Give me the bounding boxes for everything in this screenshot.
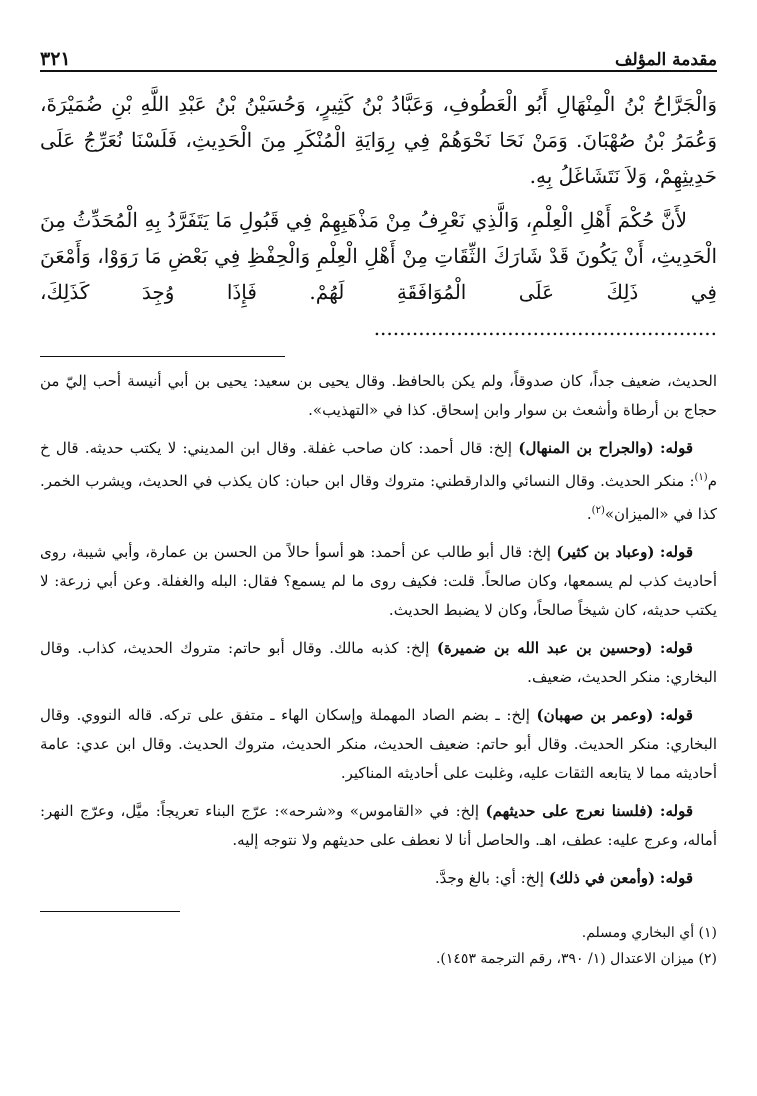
main-text [40,86,717,346]
commentary-quote: (وحسين بن عبد الله بن ضميرة) [436,639,653,657]
footnote: (٢) ميزان الاعتدال (١/ ٣٩٠، رقم الترجمة ١٤٥٣). [435,951,717,967]
book-page [40,40,717,1070]
commentary-label: قوله: [659,706,693,724]
ellipsis-dots: ...................................................... [373,316,717,340]
main-paragraph-text: لأَنَّ حُكْمَ أَهْلِ الْعِلْمِ، وَالَّذِي نَعْرِفُ مِنْ مَذْهَبِهِمْ فِي قَبُولِ مَا يَتَفَرَّدُ بِهِ الْمُحَدِّثُ مِنَ الْحَدِيثِ، أَنْ يَكُونَ قَدْ شَارَكَ الثِّقَاتِ مِنْ أَهْلِ الْعِلْمِ وَالْحِفْظِ فِي بَعْضِ مَا رَوَوْا، وَأَمْعَنَ فِي ذَلِكَ عَلَى الْمُوَافَقَةِ لَهُمْ. فَإِذَا وُجِدَ كَذَلِكَ، [40,208,717,304]
commentary-text: إلخ: كذبه مالك. وقال أبو حاتم: متروك الحديث، كذاب. وقال البخاري: منكر الحديث، ضعيف. [40,639,717,686]
footnotes [40,920,717,972]
page-header [40,40,717,72]
commentary-intro: الحديث، ضعيف جداً، كان صدوقاً، ولم يكن بالحافظ. وقال يحيى بن سعيد: يحيى بن أبي أنيسة أحب إليّ من حجاج بن أرطاة وأشعث بن سوار وابن إسحاق. كذا في «التهذيب». [40,372,717,419]
commentary-quote: (وعباد بن كثير) [556,543,655,561]
commentary-block [40,634,717,692]
main-paragraph [40,202,717,346]
commentary-block [40,434,717,529]
commentary-text: : منكر الحديث. وقال النسائي والدارقطني: متروك وقال ابن حبان: كان يكذب في الحديث، ويشرب الخمر. كذا في «الميزان» [40,472,717,523]
commentary-label: قوله: [659,802,693,820]
commentary-quote: (فلسنا نعرج على حديثهم) [485,802,654,820]
commentary-block [40,701,717,788]
commentary-label: قوله: [659,639,693,657]
text-separator [40,356,285,357]
footnote-ref: (١) [694,472,708,483]
commentary-quote: (وأمعن في ذلك) [548,869,656,887]
commentary-block [40,538,717,625]
main-paragraph: وَالْجَرَّاحُ بْنُ الْمِنْهَالِ أَبُو الْعَطُوفِ، وَعَبَّادُ بْنُ كَثِيرٍ، وَحُسَيْنُ بْنُ عَبْدِ اللَّهِ بْنِ ضُمَيْرَةَ، وَعُمَرُ بْنُ صُهْبَانَ. وَمَنْ نَحَا نَحْوَهُمْ فِي رِوَايَةِ الْمُنْكَرِ مِنَ الْحَدِيثِ، فَلَسْنَا نُعَرِّجُ عَلَى حَدِيثِهِمْ، وَلاَ نَتَشَاغَلُ بِهِ. [40,92,717,188]
commentary-text: إلخ: في «القاموس» و«شرحه»: عرّج البناء تعريجاً: ميَّل، وعرّج النهر: أماله، وعرج عليه: عطف، اهـ. والحاصل أنا لا نعطف على حديثهم ولا نتوجه إليه. [40,802,717,849]
footnote-ref: (٢) [591,505,605,516]
commentary-quote: (والجراح بن المنهال) [518,439,654,457]
commentary-label: قوله: [659,869,693,887]
commentary-text: . [586,505,592,523]
footnote: (١) أي البخاري ومسلم. [581,925,717,941]
footnote-separator [40,911,180,912]
commentary-text: إلخ: قال أبو طالب عن أحمد: هو أسوأ حالاً من الحسن بن عمارة، وأبي شيبة، روى أحاديث كذب لم يسمعها، وكان صالحاً. قلت: فكيف روى ما لم يسمع؟ فقال: البله والغفلة. وعن أبي زرعة: لا يكتب حديثه، كان شيخاً صالحاً، وكان لا يضبط الحديث. [40,543,717,619]
commentary-text: إلخ: أي: بالغ وجدَّ. [434,869,545,887]
commentary-block [40,864,717,893]
commentary-text: إلخ: ـ بضم الصاد المهملة وإسكان الهاء ـ متفق على تركه. قاله النووي. وقال البخاري: منكر الحديث. وقال أبو حاتم: ضعيف الحديث، منكر الحديث، متروك الحديث. وقال ابن عدي: عامة أحاديثه مما لا يتابعه الثقات عليه، وغلبت على أحاديثه المناكير. [40,706,717,782]
commentary-label: قوله: [659,439,694,457]
commentary-quote: (وعمر بن صهبان) [536,706,654,724]
commentary-label: قوله: [659,543,693,561]
commentary-text: إلخ: قال أحمد: كان صاحب غفلة. وقال ابن المديني: لا يكتب حديثه. قال خ م [40,439,717,490]
page-number: ٣٢١ [40,48,71,70]
commentary-block [40,797,717,855]
commentary [40,367,717,893]
running-title: مقدمة المؤلف [614,50,717,70]
